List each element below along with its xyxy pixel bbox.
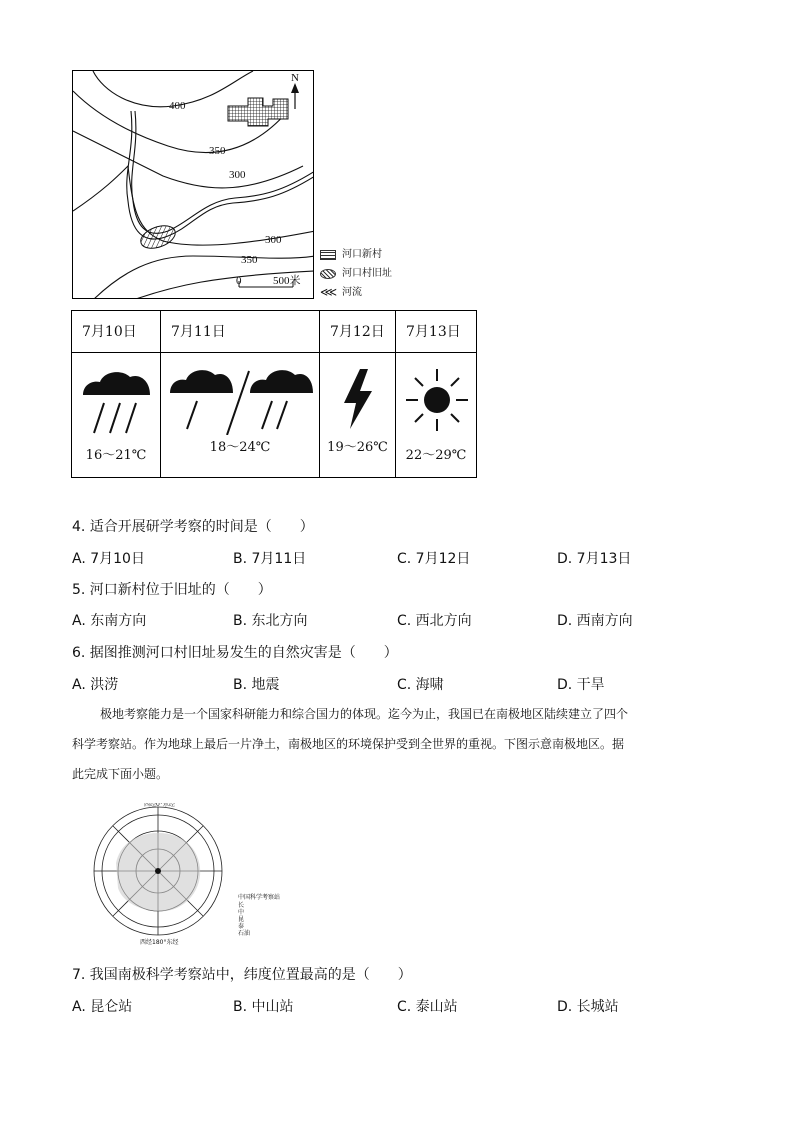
polar-legend-item: 长 <box>238 902 245 909</box>
option-c[interactable]: C. 海啸 <box>397 677 444 693</box>
option-a[interactable]: A. 洪涝 <box>72 677 119 693</box>
weather-temp: 22～29℃ <box>405 448 467 463</box>
map-top-label: 西经0°东经 <box>144 803 175 808</box>
map-legend <box>320 245 392 302</box>
rain-cloud-icon <box>80 363 154 435</box>
weather-day-1 <box>72 311 161 477</box>
polar-legend-item: 泰 <box>238 923 245 930</box>
river-icon: ⋘ <box>320 285 338 299</box>
weather-temp: 18～24℃ <box>209 440 271 455</box>
option-a[interactable]: A. 东南方向 <box>72 613 147 629</box>
question-4-stem: 4. 适合开展研学考察的时间是（ ） <box>72 519 314 535</box>
option-b[interactable]: B. 东北方向 <box>233 613 308 629</box>
weather-date: 7月12日 <box>320 311 395 353</box>
polar-legend-item: 昆 <box>238 916 245 923</box>
passage-line: 科学考察站。作为地球上最后一片净土，南极地区的环境保护受到全世界的重视。下图示意南极地区。据 <box>72 737 625 751</box>
polar-legend-item: 中国科学考察站 <box>238 894 281 901</box>
grid-pattern-icon <box>320 250 336 260</box>
option-c[interactable]: C. 泰山站 <box>397 999 458 1015</box>
contour-label: 300 <box>265 234 282 246</box>
topographic-map <box>72 70 314 299</box>
option-b[interactable]: B. 中山站 <box>233 999 294 1015</box>
question-7-stem: 7. 我国南极科学考察站中，纬度位置最高的是（ ） <box>72 967 412 983</box>
north-label: N <box>291 72 299 84</box>
option-b[interactable]: B. 7月11日 <box>233 551 307 567</box>
option-d[interactable]: D. 干旱 <box>557 677 605 693</box>
weather-day-2 <box>161 311 320 477</box>
option-b[interactable]: B. 地震 <box>233 677 280 693</box>
antarctic-map-svg <box>88 803 300 945</box>
option-d[interactable]: D. 长城站 <box>557 999 619 1015</box>
rain-clouds-icon <box>167 363 317 435</box>
option-d[interactable]: D. 7月13日 <box>557 551 632 567</box>
scale-zero-label: 0 <box>236 275 242 287</box>
contour-map-svg <box>73 71 314 299</box>
hatched-oval-icon <box>320 269 336 279</box>
antarctic-map <box>88 803 300 945</box>
weather-temp: 16～21℃ <box>85 448 147 463</box>
weather-temp: 19～26℃ <box>327 440 388 455</box>
scale-length-label: 500米 <box>273 275 301 287</box>
option-a[interactable]: A. 昆仑站 <box>72 999 133 1015</box>
weather-date: 7月13日 <box>396 311 476 353</box>
contour-label: 300 <box>229 169 246 181</box>
sun-icon <box>404 367 470 433</box>
weather-date: 7月11日 <box>161 311 319 353</box>
option-c[interactable]: C. 7月12日 <box>397 551 471 567</box>
contour-label: 350 <box>209 145 226 157</box>
passage-line: 极地考察能力是一个国家科研能力和综合国力的体现。迄今为止，我国已在南极地区陆续建立了四个 <box>100 707 629 721</box>
lightning-icon <box>340 369 376 431</box>
option-d[interactable]: D. 西南方向 <box>557 613 633 629</box>
legend-label: 河口新村 <box>342 249 382 260</box>
legend-label: 河流 <box>342 287 362 298</box>
contour-label: 400 <box>169 100 186 112</box>
legend-label: 河口村旧址 <box>342 268 392 279</box>
option-a[interactable]: A. 7月10日 <box>72 551 145 567</box>
question-5-stem: 5. 河口新村位于旧址的（ ） <box>72 582 272 598</box>
passage-line: 此完成下面小题。 <box>72 767 169 781</box>
option-c[interactable]: C. 西北方向 <box>397 613 472 629</box>
weather-day-4 <box>396 311 476 477</box>
contour-label: 350 <box>241 254 258 266</box>
map-bottom-label: 西经180°东经 <box>140 939 179 945</box>
question-6-stem: 6. 据图推测河口村旧址易发生的自然灾害是（ ） <box>72 645 398 661</box>
polar-legend-item: 中 <box>238 909 245 916</box>
polar-legend-item: 石油 <box>238 930 251 937</box>
weather-forecast-table <box>71 310 477 478</box>
weather-day-3 <box>320 311 396 477</box>
weather-date: 7月10日 <box>72 311 160 353</box>
